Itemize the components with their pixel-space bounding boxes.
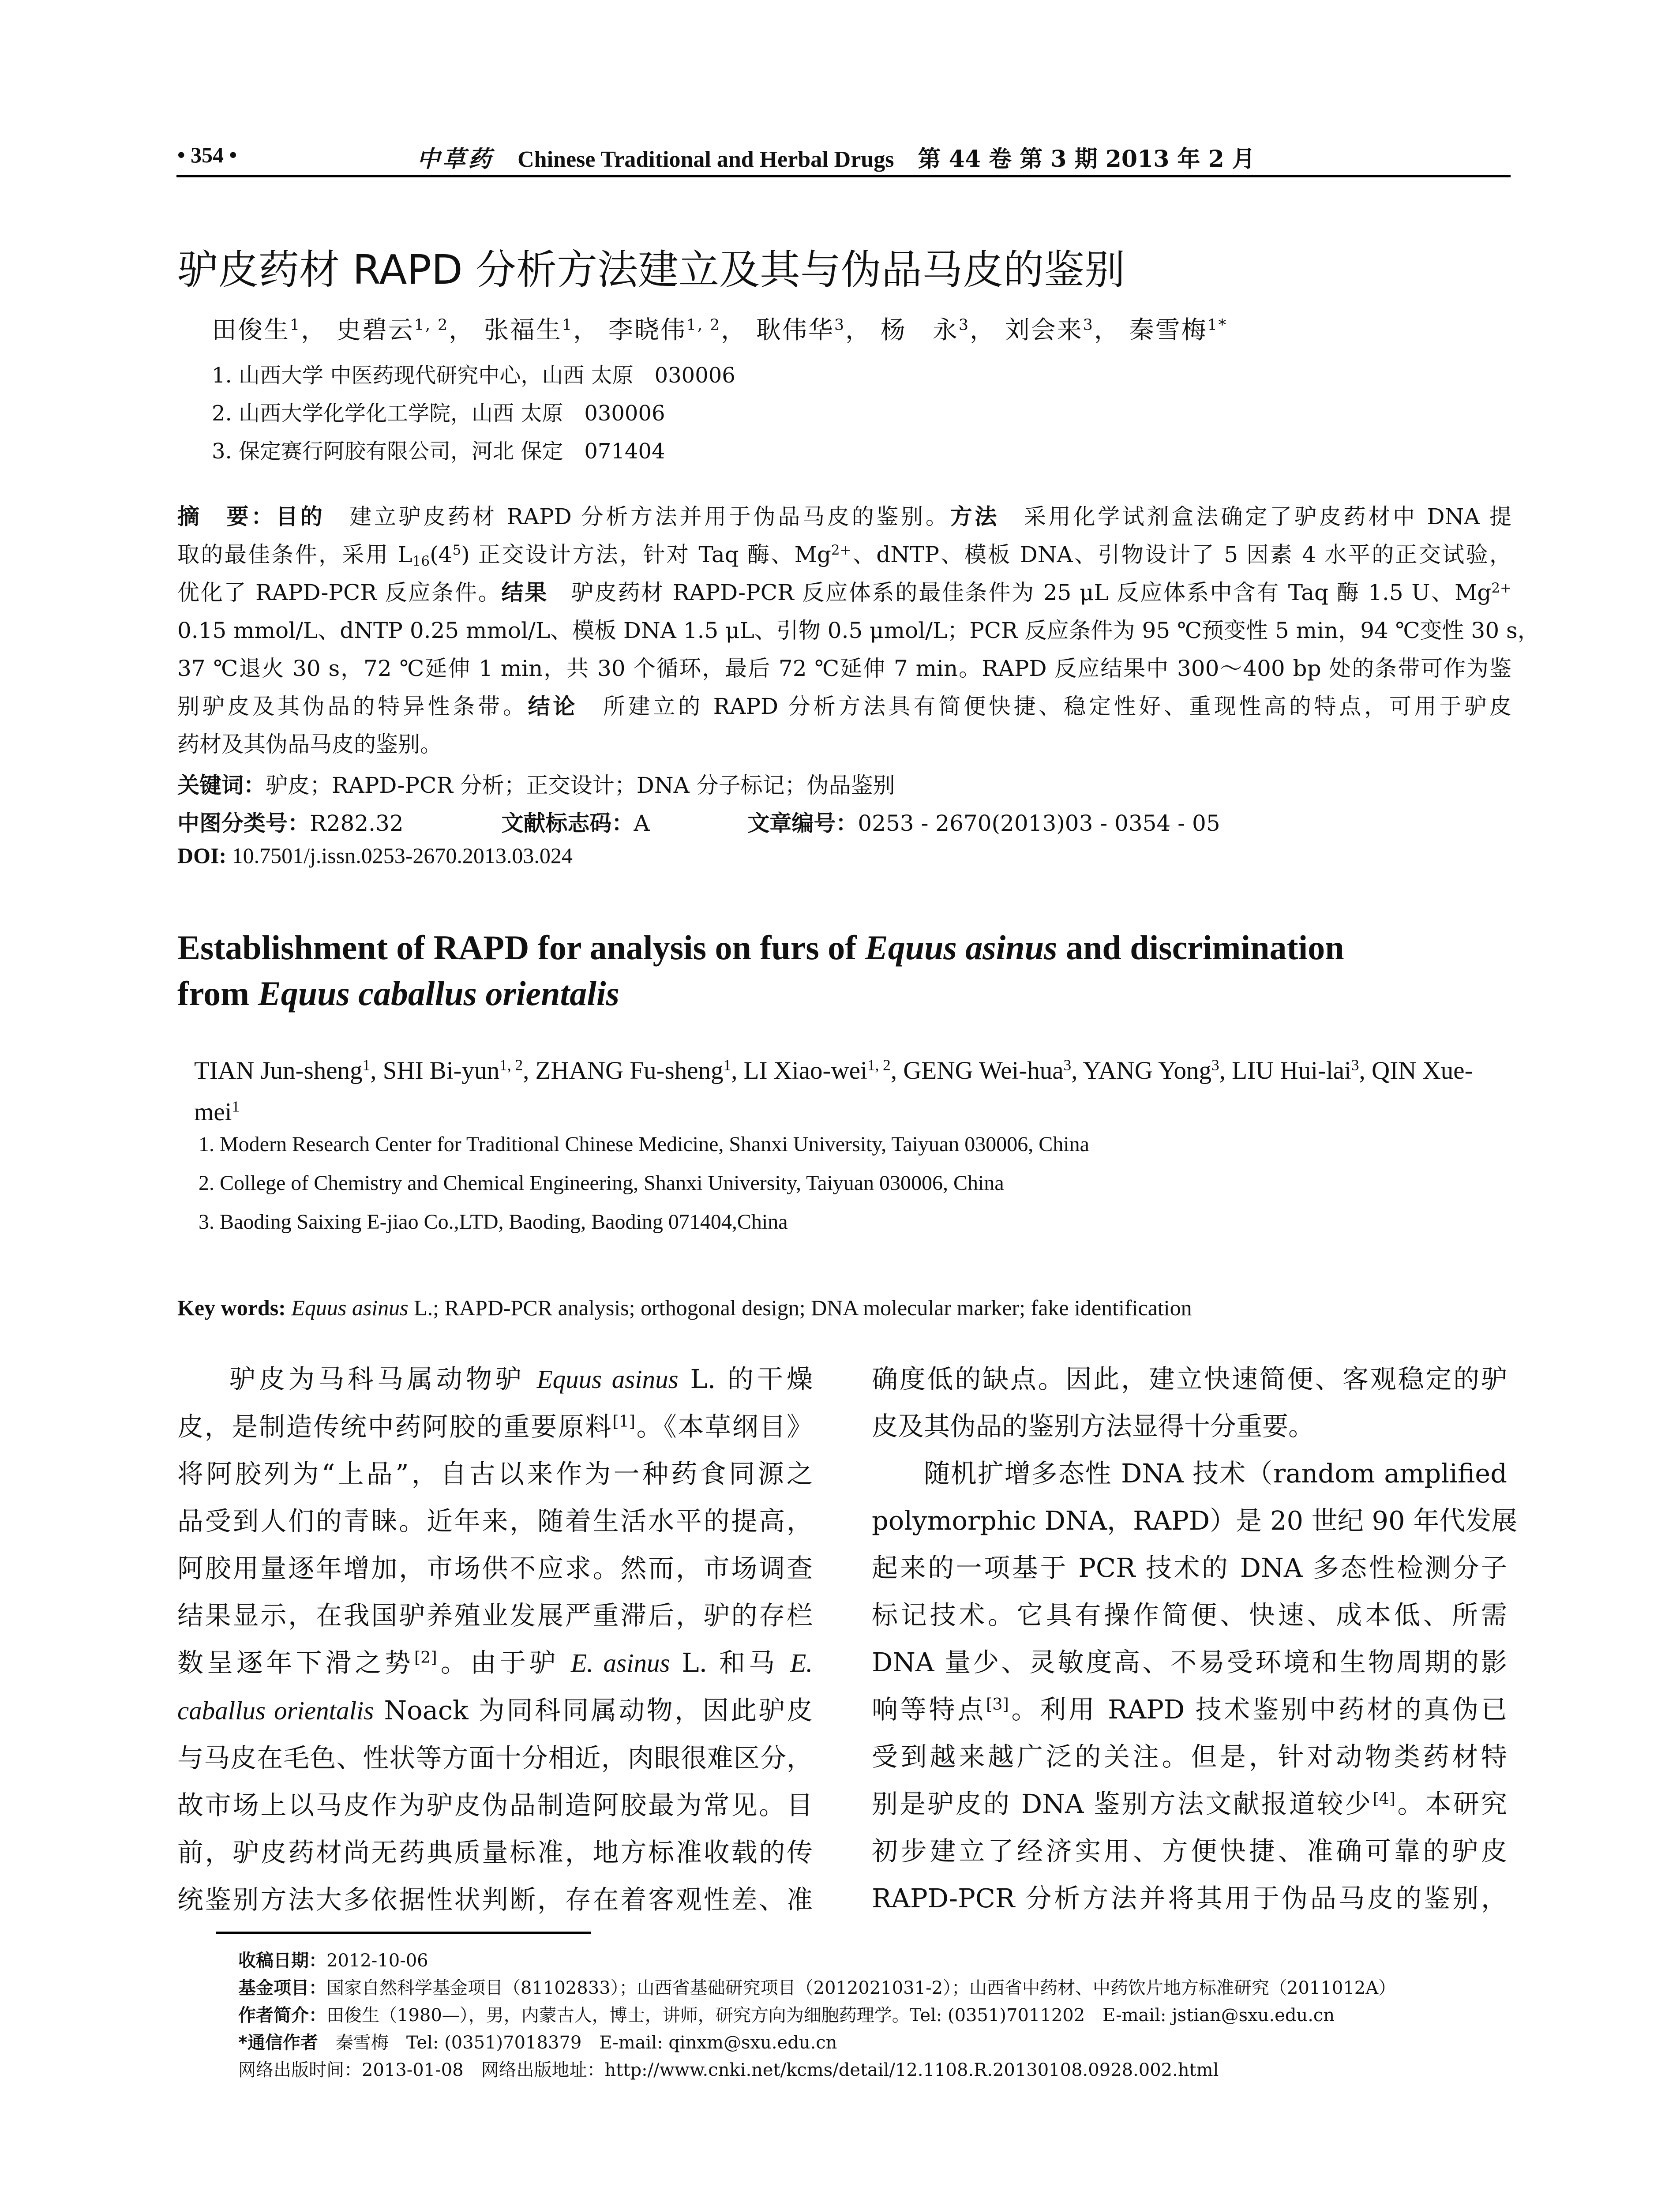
author-aff: 1 [562,316,574,334]
objective-label: 目的 [275,504,325,529]
author-cn: 秦雪梅 [1129,316,1208,345]
abstract-text: 优化了 RAPD-PCR 反应条件。 [177,580,502,605]
objective-text: 建立驴皮药材 RAPD 分析方法并用于伪品马皮的鉴别。 [349,504,950,529]
body-line: 统鉴别方法大多依据性状判断，存在着客观性差、准 [177,1884,813,1915]
affiliation-en: 1. Modern Research Center for Traditional Chinese Medicine, Shanxi University, Taiyuan 030006, China [199,1133,1089,1156]
abstract-line [177,536,1511,574]
abstract-text: 别驴皮及其伪品的特异性条带。 [177,694,528,719]
author-en: YANG Yong [1083,1057,1212,1084]
title-text: Establishment of RAPD for analysis on furs of [177,928,865,967]
body-line: 结果显示，在我国驴养殖业发展严重滞后，驴的存栏 [177,1600,813,1631]
body-line [177,1639,813,1687]
conclusion-label: 结论 [528,694,578,719]
body-text: 。利用 RAPD 技术鉴别中药材的真伪已 [1009,1694,1507,1725]
keywords-cn [177,768,895,799]
classification-line [177,806,1220,837]
body-line [177,1355,813,1403]
title-species: Equus caballus orientalis [258,974,619,1013]
footnote-label: *通信作者 [238,2033,318,2053]
result-label: 结果 [501,580,548,605]
author-cn: 田俊生 [212,316,290,345]
footnote-fund [238,1974,1396,1999]
keywords-label: 关键词： [177,773,266,798]
method-label: 方法 [950,504,1000,529]
body-line: polymorphic DNA，RAPD）是 20 世纪 90 年代发展 [872,1505,1518,1536]
body-line: 品受到人们的青睐。近年来，随着生活水平的提高， [177,1506,813,1536]
body-text: 。本研究 [1395,1789,1507,1819]
affiliation-cn: 2. 山西大学化学化工学院，山西 太原 030006 [212,401,665,426]
footnote-label: 基金项目： [238,1978,326,1998]
author-cn: 史碧云 [336,316,414,345]
keywords-en [177,1295,1192,1321]
abstract-line: 药材及其伪品马皮的鉴别。 [177,732,442,757]
abstract-label: 摘 要： [177,504,276,529]
body-line: 起来的一项基于 PCR 技术的 DNA 多态性检测分子 [872,1553,1507,1583]
abstract-text: (4 [430,542,453,567]
footnote-received [238,1947,428,1972]
footnote-online: 网络出版时间：2013-01-08 网络出版地址：http://www.cnki.net/kcms/detail/12.1108.R.20130108.0928.002.html [238,2060,1219,2080]
affiliation-cn: 3. 保定赛行阿胶有限公司，河北 保定 071404 [212,439,665,464]
footnote-text: 秦雪梅 Tel: (0351)7018379 E-mail: qinxm@sxu.edu.cn [335,2033,837,2053]
author-aff: 1, 2 [414,316,449,334]
keywords-en-text: L.; RAPD-PCR analysis; orthogonal design; DNA molecular marker; fake identification [408,1295,1192,1320]
abstract-text: ) 正交设计方法，针对 Taq 酶、Mg [461,542,831,567]
doi-label: DOI: [177,843,227,868]
author-aff: 3 [1211,1056,1219,1074]
doi-line [177,843,573,868]
author-aff: 1 [232,1098,240,1115]
body-text: Noack 为同科同属动物，因此驴皮 [374,1695,813,1726]
body-line: 皮及其伪品的鉴别方法显得十分重要。 [872,1411,1315,1441]
body-line [177,1687,813,1734]
footnote-corresponding [238,2029,837,2054]
footnote-text: 2012-10-06 [326,1951,428,1971]
body-line: DNA 量少、灵敏度高、不易受环境和生物周期的影 [872,1647,1507,1677]
abstract-line [177,574,1511,612]
abstract-text: 取的最佳条件，采用 L [177,542,412,567]
author-en: TIAN Jun-sheng [194,1057,363,1084]
author-en: ZHANG Fu-sheng [535,1057,724,1084]
abstract-text: 驴皮药材 RAPD-PCR 反应体系的最佳条件为 25 μL 反应体系中含有 Taq 酶 1.5 U、Mg [571,580,1492,605]
body-text: L. 的干燥 [678,1364,813,1394]
author-cn: 刘会来 [1005,316,1083,345]
title-species: Equus asinus [865,928,1058,967]
footnote-label: 收稿日期： [238,1951,326,1971]
body-column-right [872,1355,1518,1922]
body-line [872,1780,1507,1827]
author-aff: 1, 2 [686,316,721,334]
body-line: 将阿胶列为“上品”，自古以来作为一种药食同源之 [177,1459,813,1489]
body-line: 阿胶用量逐年增加，市场供不应求。然而，市场调查 [177,1553,813,1583]
abstract-line: 0.15 mmol/L、dNTP 0.25 mmol/L、模板 DNA 1.5 μL、引物 0.5 μmol/L；PCR 反应条件为 95 ℃预变性 5 min，94 ℃变性 30 s， [177,618,1540,643]
keywords-en-label: Key words: [177,1295,286,1320]
author-aff: 1 [362,1056,371,1074]
author-en: LI Xiao-wei [743,1057,867,1084]
abstract-line: 37 ℃退火 30 s，72 ℃延伸 1 min，共 30 个循环，最后 72 ℃延伸 7 min。RAPD 反应结果中 300～400 bp 处的条带可作为鉴 [177,656,1511,681]
author-cn: 李晓伟 [608,316,686,345]
body-species: E. asinus [571,1648,670,1677]
doi-value[interactable]: 10.7501/j.issn.0253-2670.2013.03.024 [232,843,573,868]
body-species: E. [790,1648,813,1677]
citation-ref[interactable]: [4] [1372,1789,1396,1808]
footnote-rule [216,1932,591,1934]
abstract-line [177,498,1511,536]
body-text: L. 和马 [670,1647,791,1678]
body-line [872,1686,1507,1733]
author-cn: 杨 永 [880,316,959,345]
title-en [177,925,1344,1017]
article-number-value: 0253 - 2670(2013)03 - 0354 - 05 [858,810,1220,836]
body-text: 响等特点 [872,1694,986,1725]
body-text: 别是驴皮的 DNA 鉴别方法文献报道较少 [872,1789,1373,1819]
abstract-line [177,687,1511,725]
author-aff: 1, 2 [499,1056,523,1074]
author-aff: 1 [723,1056,731,1074]
authors-en: TIAN Jun-sheng$^1$, SHI Bi-yun$^{1, 2}$, ZHANG Fu-sheng$^1$, LI Xiao-wei$^{1, 2}$, GENG Wei-hua$^3$, YANG Yong$^3$, LIU Hui-lai$^3$, QIN Xue-mei$^1$ [194,1056,1473,1126]
abstract-text: 、dNTP、模板 DNA、引物设计了 5 因素 4 水平的正交试验， [851,542,1511,567]
body-species: Equus asinus [536,1365,679,1394]
body-line: 故市场上以马皮作为驴皮伪品制造阿胶最为常见。目 [177,1790,813,1820]
body-line: 受到越来越广泛的关注。但是，针对动物类药材特 [872,1741,1507,1772]
citation-ref[interactable]: [1] [612,1411,636,1431]
abstract-sup: 2+ [1491,580,1512,596]
citation-ref[interactable]: [3] [986,1694,1009,1714]
journal-name-cn: 中草药 [417,146,494,173]
footnote-label: 作者简介： [238,2005,326,2026]
doc-code-value: A [634,810,650,836]
body-text: 皮，是制造传统中药阿胶的重要原料 [177,1411,613,1442]
author-aff: 3 [1063,1056,1072,1074]
author-en: QIN Xue-mei [194,1057,1473,1126]
body-column-left [177,1355,813,1923]
abstract-sub: 16 [412,553,430,569]
affiliation-cn: 1. 山西大学 中医药现代研究中心，山西 太原 030006 [212,363,735,388]
author-en: GENG Wei-hua [903,1057,1064,1084]
journal-name-en: Chinese Traditional and Herbal Drugs [518,147,894,172]
clc-label: 中图分类号： [177,810,310,836]
body-line: 随机扩增多态性 DNA 技术（random amplified [924,1458,1507,1489]
journal-issue: 第 44 卷 第 3 期 2013 年 2 月 [918,146,1255,173]
header-rule [176,175,1511,177]
body-line: 初步建立了经济实用、方便快捷、准确可靠的驴皮 [872,1836,1507,1866]
abstract-sup: 2+ [831,542,851,558]
authors-cn: 田俊生$^1$， 史碧云$^{1, 2}$， 张福生$^1$， 李晓伟$^{1, 2}$， 耿伟华$^3$， 杨 永$^3$， 刘会来$^3$， 秦雪梅$^{1*}$ [212,316,1228,345]
body-line: 确度低的缺点。因此，建立快速简便、客观稳定的驴 [872,1364,1507,1394]
body-text: 驴皮为马科马属动物驴 [229,1364,537,1394]
abstract-sup: 5 [452,542,461,558]
title-text: from [177,974,258,1013]
journal-header [417,140,1255,173]
doc-code-label: 文献标志码： [501,810,634,836]
author-aff: 3 [834,316,846,334]
footnote-author [238,2001,1335,2026]
abstract-text: 所建立的 RAPD 分析方法具有简便快捷、稳定性好、重现性高的特点，可用于驴皮 [603,694,1512,719]
author-en: LIU Hui-lai [1232,1057,1351,1084]
author-aff: 1* [1207,316,1228,334]
page-number: • 354 • [177,143,237,167]
citation-ref[interactable]: [2] [414,1647,437,1667]
keywords-text: 驴皮；RAPD-PCR 分析；正交设计；DNA 分子标记；伪品鉴别 [266,773,895,798]
method-text: 采用化学试剂盒法确定了驴皮药材中 DNA 提 [1024,504,1512,529]
body-line: 与马皮在毛色、性状等方面十分相近，肉眼很难区分， [177,1743,813,1773]
author-aff: 3 [958,316,970,334]
title-text: and discrimination [1057,928,1344,967]
author-cn: 张福生 [484,316,562,345]
body-line: 前，驴皮药材尚无药典质量标准，地方标准收载的传 [177,1837,813,1868]
body-text: 。由于驴 [437,1647,571,1678]
body-line: RAPD-PCR 分析方法并将其用于伪品马皮的鉴别， [872,1883,1507,1913]
affiliation-en: 2. College of Chemistry and Chemical Engineering, Shanxi University, Taiyuan 030006, China [199,1171,1004,1195]
body-text: 。《本草纲目》 [635,1411,813,1442]
footnote-text: 国家自然科学基金项目（81102833）；山西省基础研究项目（2012021031-2）；山西省中药材、中药饮片地方标准研究（2011012A） [326,1978,1396,1998]
affiliation-en: 3. Baoding Saixing E-jiao Co.,LTD, Baoding, Baoding 071404,China [199,1210,788,1234]
body-line [177,1403,813,1450]
author-aff: 1, 2 [867,1056,891,1074]
clc-value: R282.32 [310,810,404,836]
footnote-text: 田俊生（1980—），男，内蒙古人，博士，讲师，研究方向为细胞药理学。Tel: (0351)7011202 E-mail: jstian@sxu.edu.cn [326,2005,1335,2026]
author-aff: 3 [1351,1056,1359,1074]
keywords-en-species: Equus asinus [291,1295,409,1320]
author-aff: 3 [1083,316,1094,334]
body-text: 数呈逐年下滑之势 [177,1647,414,1678]
body-line: 标记技术。它具有操作简便、快速、成本低、所需 [872,1600,1507,1630]
author-en: SHI Bi-yun [382,1057,500,1084]
title-cn: 驴皮药材 RAPD 分析方法建立及其与伪品马皮的鉴别 [177,246,1125,293]
body-species: caballus orientalis [177,1696,374,1725]
author-aff: 1 [290,316,301,334]
author-cn: 耿伟华 [756,316,834,345]
article-number-label: 文章编号： [747,810,858,836]
